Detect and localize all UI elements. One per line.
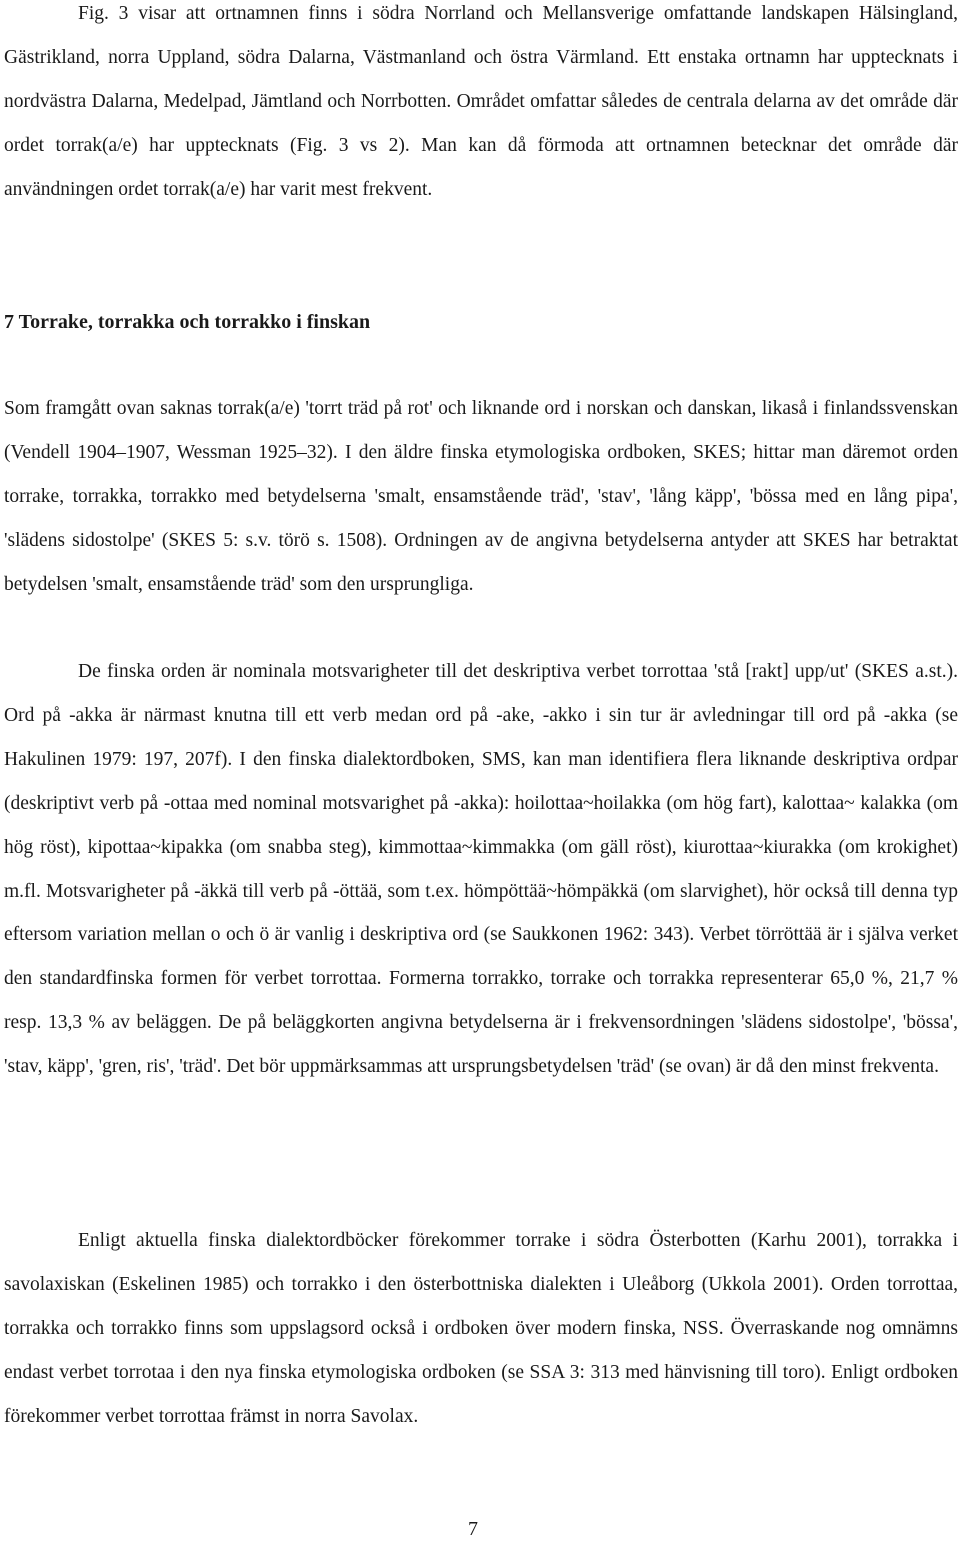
paragraph-fig3-description: Fig. 3 visar att ortnamnen finns i södra Norrland och Mellansverige omfattande landskapen Hälsingland, Gästrikland, norra Uppland, södra Dalarna, Västmanland och östra Värmland. Ett enstaka ortnamn har upptecknats i nordvästra Dalarna, Medelpad, Jämtland och Norrbotten. Området omfattar således de centrala delarna av det område där ordet torrak(a/e) har upptecknats (Fig. 3 vs 2). Man kan då förmoda att ortnamnen betecknar det område där användningen ordet torrak(a/e) har varit mest frekvent.: [4, 3, 958, 200]
section-heading: 7 Torrake, torrakka och torrakko i finskan: [4, 311, 371, 333]
paragraph-skes: Som framgått ovan saknas torrak(a/e) 'torrt träd på rot' och liknande ord i norskan och danskan, likaså i finlandssvenskan (Vendell 1904–1907, Wessman 1925–32). I den äldre finska etymologiska ordboken, SKES; hittar man däremot orden torrake, torrakka, torrakko med betydelserna 'smalt, ensamstående träd', 'stav', 'lång käpp', 'bössa med en lång pipa', 'slädens sidostolpe' (SKES 5: s.v. törö s. 1508). Ordningen av de angivna betydelserna antyder att SKES har betraktat betydelsen 'smalt, ensamstående träd' som den ursprungliga.: [4, 398, 958, 595]
paragraph-dialect-dictionaries: Enligt aktuella finska dialektordböcker förekommer torrake i södra Österbotten (Karhu 2001), torrakka i savolaxiskan (Eskelinen 1985) och torrakko i den österbottniska dialekten i Uleåborg (Ukkola 2001). Orden torrottaa, torrakka och torrakko finns som uppslagsord också i ordboken över modern finska, NSS. Överraskande nog omnämns endast verbet torrotaa i den nya finska etymologiska ordboken (se SSA 3: 313 med hänvisning till toro). Enligt ordboken förekommer verbet torrottaa främst in norra Savolax.: [4, 1230, 958, 1427]
page-number: 7: [468, 1518, 478, 1540]
paragraph-finnish-descriptive: De finska orden är nominala motsvarigheter till det deskriptiva verbet torrottaa 'stå [rakt] upp/ut' (SKES a.st.). Ord på -akka är närmast knutna till ett verb medan ord på -ake, -akko i sin tur är avledningar till ord på -akka (se Hakulinen 1979: 197, 207f). I den finska dialektordboken, SMS, kan man identifiera flera liknande deskriptiva ordpar (deskriptivt verb på -ottaa med nominal motsvarighet på -akka): hoilottaa~hoilakka (om hög fart), kalottaa~ kalakka (om hög röst), kipottaa~kipakka (om snabba steg), kimmottaa~kimmakka (om gäll röst), kiurottaa~kiurakka (om krokighet) m.fl. Motsvarigheter på -äkkä till verb på -öttää, som t.ex. hömpöttää~hömpäkkä (om slarvighet), hör också till denna typ eftersom variation mellan o och ö är vanlig i deskriptiva ord (se Saukkonen 1962: 343). Verbet törröttää är i själva verket den standardfinska formen för verbet torrottaa. Formerna torrakko, torrake och torrakka representerar 65,0 %, 21,7 % resp. 13,3 % av beläggen. De på beläggkorten angivna betydelserna är i frekvensordningen 'slädens sidostolpe', 'bössa', 'stav, käpp', 'gren, ris', 'träd'. Det bör uppmärksammas att ursprungsbetydelsen 'träd' (se ovan) är då den minst frekventa.: [4, 661, 958, 1078]
